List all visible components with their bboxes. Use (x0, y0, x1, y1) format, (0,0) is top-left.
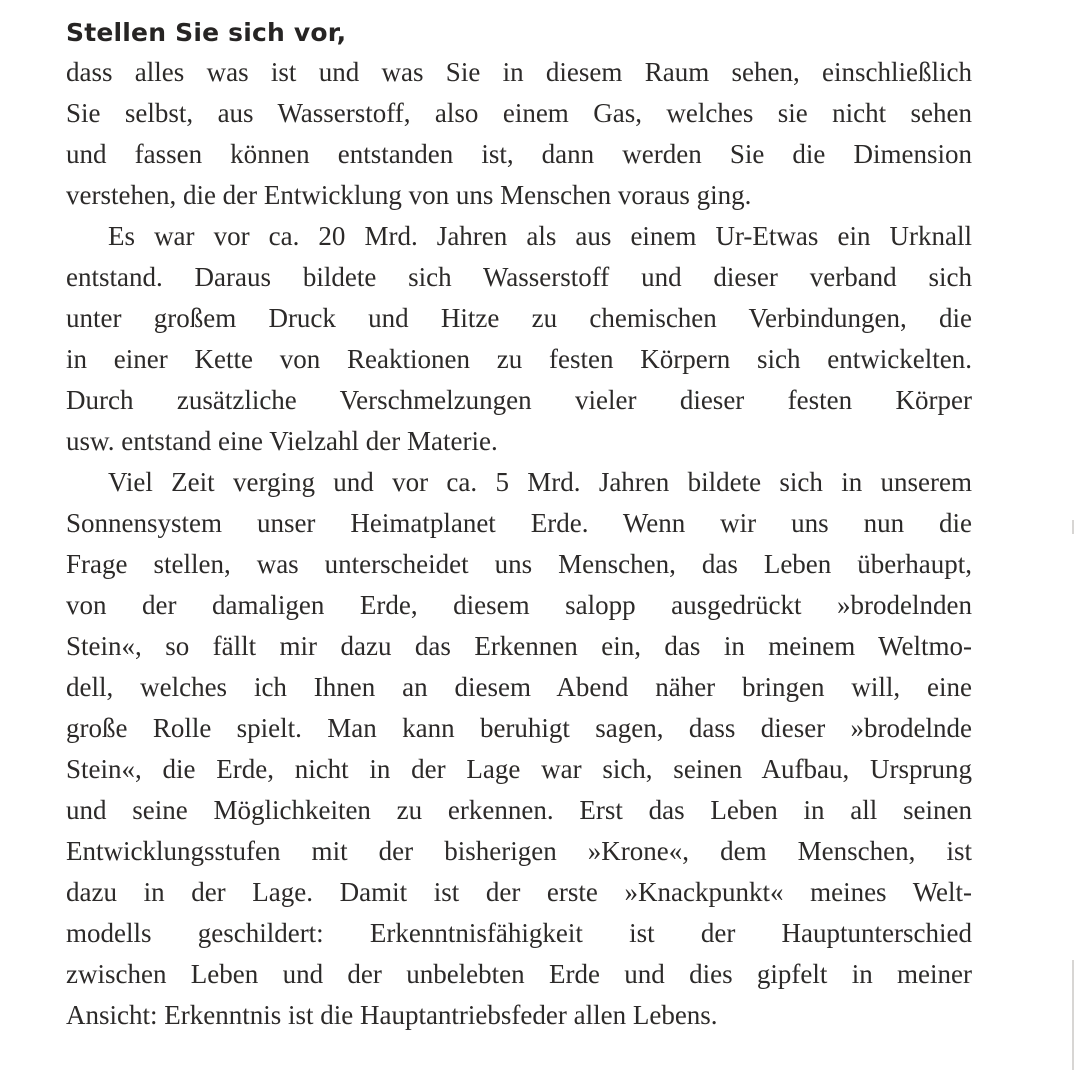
text-line-first: Es war vor ca. 20 Mrd. Jahren als aus einem Ur-Etwas ein Urknall (108, 221, 972, 251)
scan-edge-mark-lower (1072, 960, 1074, 1070)
text-line: Sie selbst, aus Wasserstoff, also einem Gas, welches sie nicht sehen (66, 98, 972, 128)
text-line: dazu in der Lage. Damit ist der erste »Knackpunkt« meines Welt- (66, 877, 972, 907)
text-line: in einer Kette von Reaktionen zu festen Körpern sich entwickelten. (66, 344, 972, 374)
text-line-last: verstehen, die der Entwicklung von uns Menschen voraus ging. (66, 180, 752, 210)
paragraph-3 (66, 462, 972, 1036)
text-line: dell, welches ich Ihnen an diesem Abend näher bringen will, eine (66, 672, 972, 702)
text-line: entstand. Daraus bildete sich Wasserstoff und dieser verband sich (66, 262, 972, 292)
text-line: Stein«, die Erde, nicht in der Lage war sich, seinen Aufbau, Ursprung (66, 754, 972, 784)
scan-edge-mark-upper (1072, 520, 1074, 534)
document-heading: Stellen Sie sich vor, (66, 18, 347, 47)
document-page (66, 14, 972, 1036)
text-line: unter großem Druck und Hitze zu chemischen Verbindungen, die (66, 303, 972, 333)
text-line: Sonnensystem unser Heimatplanet Erde. Wenn wir uns nun die (66, 508, 972, 538)
text-line-first: Viel Zeit verging und vor ca. 5 Mrd. Jahren bildete sich in unserem (108, 467, 972, 497)
text-line: und fassen können entstanden ist, dann werden Sie die Dimension (66, 139, 972, 169)
text-line: Durch zusätzliche Verschmelzungen vieler dieser festen Körper (66, 385, 972, 415)
text-line: Entwicklungsstufen mit der bisherigen »Krone«, dem Menschen, ist (66, 836, 972, 866)
text-line-last: Ansicht: Erkenntnis ist die Hauptantriebsfeder allen Lebens. (66, 1000, 718, 1030)
text-line: modells geschildert: Erkenntnisfähigkeit ist der Hauptunterschied (66, 918, 972, 948)
text-line-last: usw. entstand eine Vielzahl der Materie. (66, 426, 498, 456)
text-line: dass alles was ist und was Sie in diesem Raum sehen, einschließlich (66, 57, 972, 87)
text-line: zwischen Leben und der unbelebten Erde und dies gipfelt in meiner (66, 959, 972, 989)
text-line: Stein«, so fällt mir dazu das Erkennen ein, das in meinem Weltmo- (66, 631, 972, 661)
text-line: und seine Möglichkeiten zu erkennen. Erst das Leben in all seinen (66, 795, 972, 825)
paragraph-2 (66, 216, 972, 462)
text-line: Frage stellen, was unterscheidet uns Menschen, das Leben überhaupt, (66, 549, 972, 579)
text-line: große Rolle spielt. Man kann beruhigt sagen, dass dieser »brodelnde (66, 713, 972, 743)
paragraph-1 (66, 52, 972, 216)
text-line: von der damaligen Erde, diesem salopp ausgedrückt »brodelnden (66, 590, 972, 620)
